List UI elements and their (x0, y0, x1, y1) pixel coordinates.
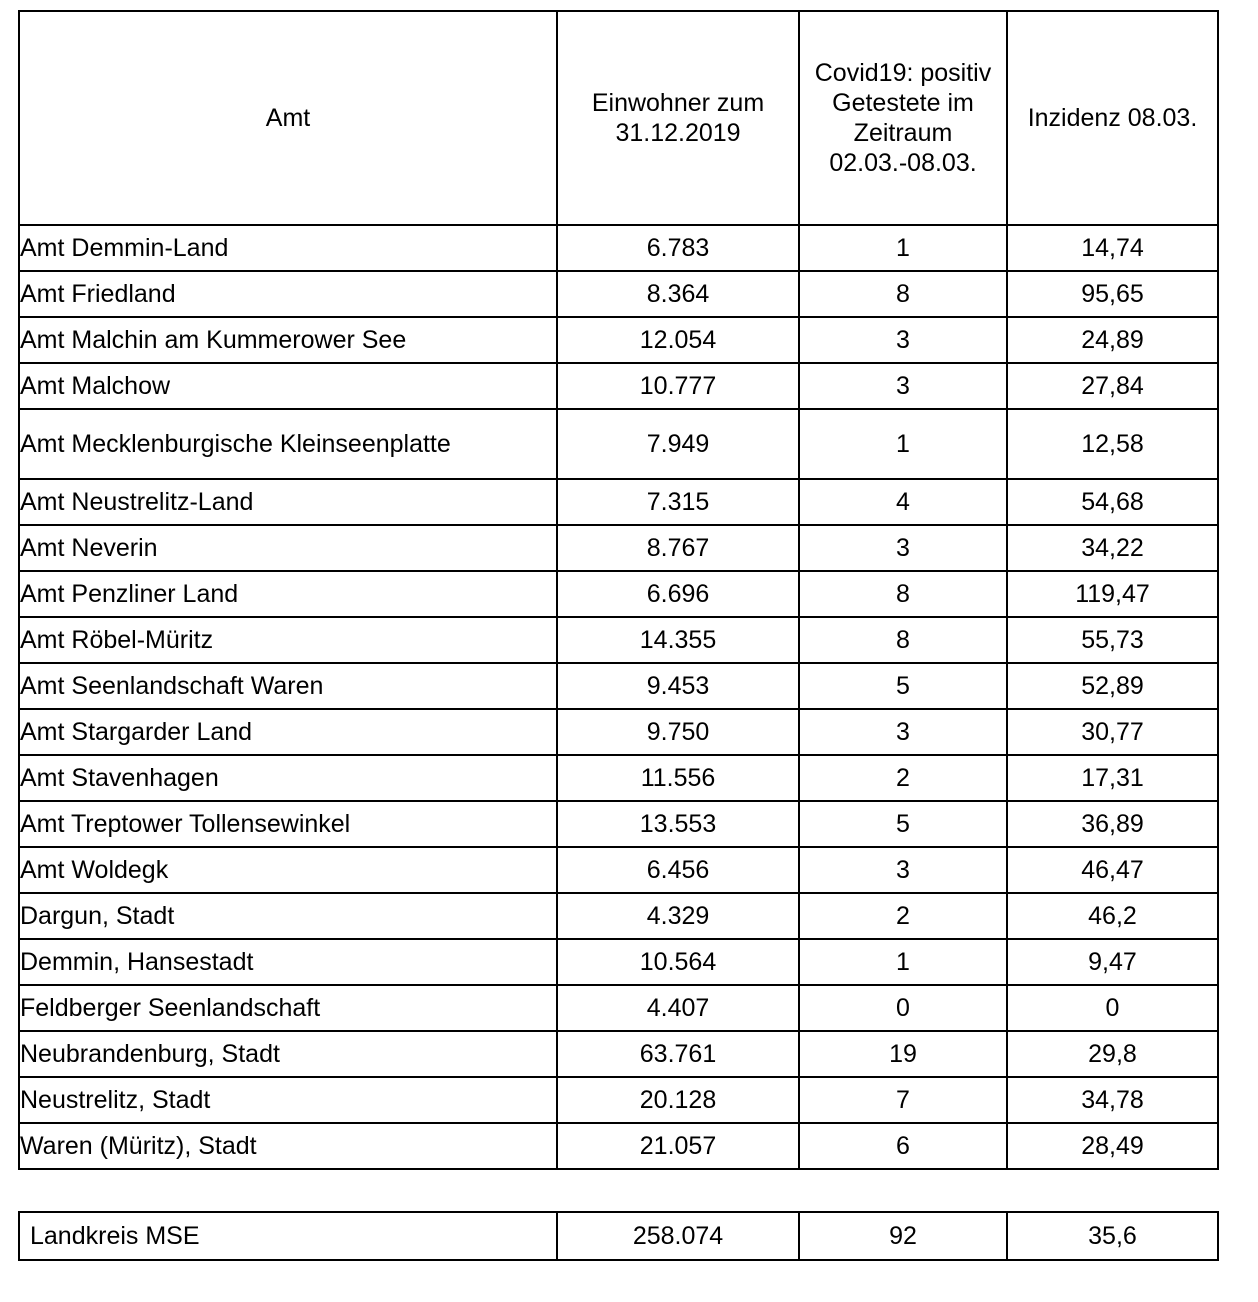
table-row (19, 939, 1218, 985)
table-row (19, 271, 1218, 317)
cell-incidence: 29,8 (1007, 1031, 1218, 1077)
cell-amt: Amt Stavenhagen (19, 755, 557, 801)
cell-cases: 6 (799, 1123, 1007, 1169)
table-row (19, 409, 1218, 479)
table-body (19, 225, 1218, 1169)
table-row (19, 1077, 1218, 1123)
table-row (19, 663, 1218, 709)
cell-amt: Amt Malchow (19, 363, 557, 409)
cell-population: 63.761 (557, 1031, 799, 1077)
table-row (19, 985, 1218, 1031)
cell-incidence: 52,89 (1007, 663, 1218, 709)
table-header (19, 11, 1218, 225)
cell-amt: Amt Neustrelitz-Land (19, 479, 557, 525)
cell-amt: Demmin, Hansestadt (19, 939, 557, 985)
cell-cases: 8 (799, 271, 1007, 317)
table-spacer (18, 1170, 1240, 1211)
cell-amt: Neustrelitz, Stadt (19, 1077, 557, 1123)
table-row (19, 1031, 1218, 1077)
cell-population: 9.750 (557, 709, 799, 755)
cell-population: 4.329 (557, 893, 799, 939)
cell-incidence: 9,47 (1007, 939, 1218, 985)
cell-population: 4.407 (557, 985, 799, 1031)
cell-amt: Amt Penzliner Land (19, 571, 557, 617)
cell-cases: 2 (799, 755, 1007, 801)
cell-cases: 5 (799, 663, 1007, 709)
cell-amt: Amt Friedland (19, 271, 557, 317)
cell-cases: 1 (799, 225, 1007, 271)
table-row (19, 317, 1218, 363)
cell-cases: 3 (799, 525, 1007, 571)
cell-cases: 3 (799, 363, 1007, 409)
cell-incidence: 12,58 (1007, 409, 1218, 479)
table-row (19, 755, 1218, 801)
column-header-amt: Amt (19, 11, 557, 225)
cell-population: 9.453 (557, 663, 799, 709)
cell-amt: Amt Mecklenburgische Kleinseenplatte (19, 409, 557, 479)
table-row (19, 363, 1218, 409)
total-row (19, 1212, 1218, 1260)
cell-incidence: 17,31 (1007, 755, 1218, 801)
cell-incidence: 34,78 (1007, 1077, 1218, 1123)
column-header-population: Einwohner zum 31.12.2019 (557, 11, 799, 225)
table-row (19, 479, 1218, 525)
cell-incidence: 36,89 (1007, 801, 1218, 847)
cell-cases: 3 (799, 709, 1007, 755)
cell-cases: 1 (799, 939, 1007, 985)
table-row (19, 801, 1218, 847)
cell-population: 6.696 (557, 571, 799, 617)
column-header-incidence: Inzidenz 08.03. (1007, 11, 1218, 225)
cell-incidence: 54,68 (1007, 479, 1218, 525)
cell-population: 11.556 (557, 755, 799, 801)
table-row (19, 847, 1218, 893)
table-row (19, 525, 1218, 571)
cell-incidence: 14,74 (1007, 225, 1218, 271)
cell-amt: Amt Seenlandschaft Waren (19, 663, 557, 709)
covid-incidence-table (18, 10, 1219, 1170)
table-header-row (19, 11, 1218, 225)
cell-population: 21.057 (557, 1123, 799, 1169)
cell-cases: 3 (799, 317, 1007, 363)
cell-amt: Amt Stargarder Land (19, 709, 557, 755)
cell-total-label: Landkreis MSE (19, 1212, 557, 1260)
cell-amt: Dargun, Stadt (19, 893, 557, 939)
table-row (19, 225, 1218, 271)
cell-population: 20.128 (557, 1077, 799, 1123)
cell-amt: Waren (Müritz), Stadt (19, 1123, 557, 1169)
cell-cases: 3 (799, 847, 1007, 893)
cell-cases: 4 (799, 479, 1007, 525)
cell-population: 8.364 (557, 271, 799, 317)
cell-population: 12.054 (557, 317, 799, 363)
table-row (19, 617, 1218, 663)
cell-incidence: 27,84 (1007, 363, 1218, 409)
table-row (19, 893, 1218, 939)
cell-amt: Amt Röbel-Müritz (19, 617, 557, 663)
table-row (19, 1123, 1218, 1169)
cell-incidence: 34,22 (1007, 525, 1218, 571)
cell-amt: Amt Treptower Tollensewinkel (19, 801, 557, 847)
cell-population: 10.564 (557, 939, 799, 985)
cell-population: 14.355 (557, 617, 799, 663)
cell-population: 10.777 (557, 363, 799, 409)
cell-cases: 8 (799, 571, 1007, 617)
cell-incidence: 119,47 (1007, 571, 1218, 617)
cell-population: 8.767 (557, 525, 799, 571)
cell-amt: Neubrandenburg, Stadt (19, 1031, 557, 1077)
cell-total-population: 258.074 (557, 1212, 799, 1260)
cell-cases: 1 (799, 409, 1007, 479)
cell-incidence: 0 (1007, 985, 1218, 1031)
cell-population: 6.783 (557, 225, 799, 271)
cell-total-cases: 92 (799, 1212, 1007, 1260)
cell-incidence: 24,89 (1007, 317, 1218, 363)
cell-total-incidence: 35,6 (1007, 1212, 1218, 1260)
cell-incidence: 55,73 (1007, 617, 1218, 663)
cell-population: 13.553 (557, 801, 799, 847)
cell-amt: Amt Woldegk (19, 847, 557, 893)
cell-cases: 0 (799, 985, 1007, 1031)
cell-cases: 5 (799, 801, 1007, 847)
cell-amt: Feldberger Seenlandschaft (19, 985, 557, 1031)
cell-amt: Amt Neverin (19, 525, 557, 571)
cell-amt: Amt Malchin am Kummerower See (19, 317, 557, 363)
cell-cases: 8 (799, 617, 1007, 663)
cell-population: 7.315 (557, 479, 799, 525)
cell-cases: 2 (799, 893, 1007, 939)
cell-population: 7.949 (557, 409, 799, 479)
table-row (19, 571, 1218, 617)
cell-incidence: 46,2 (1007, 893, 1218, 939)
cell-incidence: 30,77 (1007, 709, 1218, 755)
cell-cases: 7 (799, 1077, 1007, 1123)
cell-incidence: 95,65 (1007, 271, 1218, 317)
cell-incidence: 46,47 (1007, 847, 1218, 893)
table-row (19, 709, 1218, 755)
cell-amt: Amt Demmin-Land (19, 225, 557, 271)
cell-incidence: 28,49 (1007, 1123, 1218, 1169)
total-table (18, 1211, 1219, 1261)
cell-cases: 19 (799, 1031, 1007, 1077)
cell-population: 6.456 (557, 847, 799, 893)
column-header-cases: Covid19: positiv Getestete im Zeitraum 02.03.-08.03. (799, 11, 1007, 225)
